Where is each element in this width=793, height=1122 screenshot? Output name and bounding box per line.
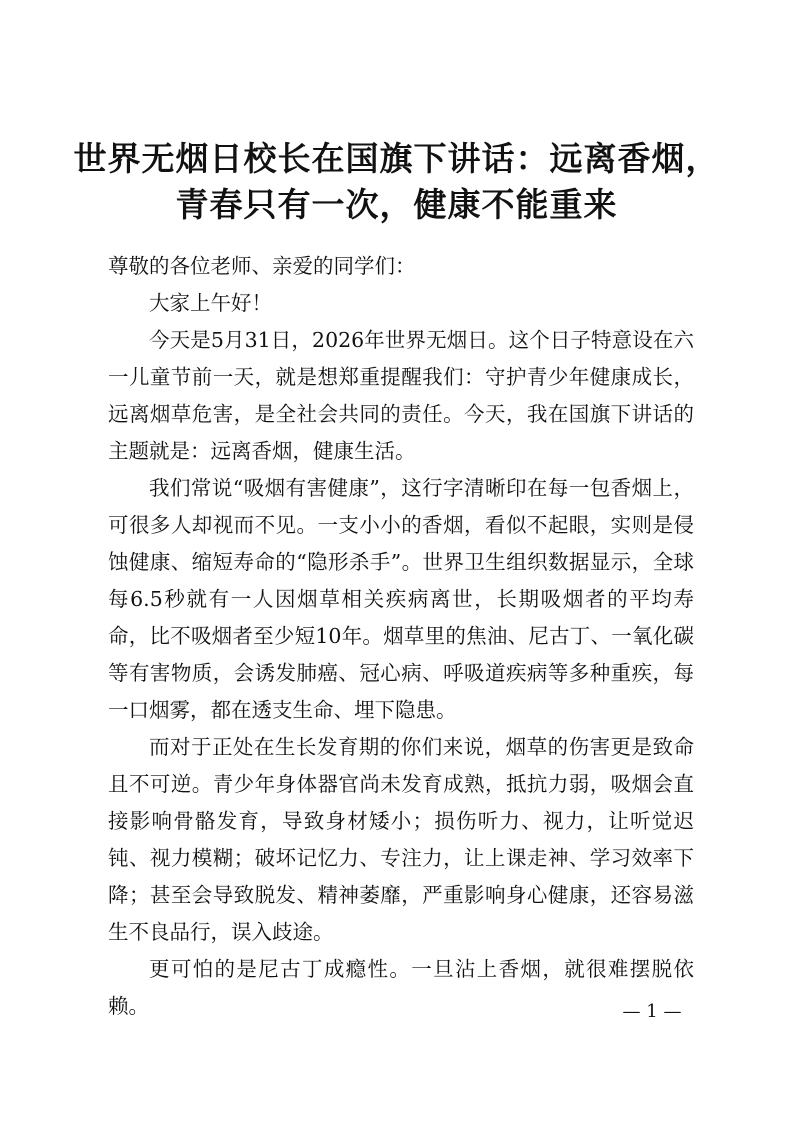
paragraph-intro: 今天是5月31日，2026年世界无烟日。这个日子特意设在六一儿童节前一天，就是想郑重提醒我们：守护青少年健康成长，远离烟草危害，是全社会共同的责任。今天，我在国旗下讲话的主题就是：远离香烟，健康生活。 (108, 328, 694, 463)
paragraph-greeting: 大家上午好！ (149, 291, 272, 315)
salutation: 尊敬的各位老师、亲爱的同学们： (108, 254, 416, 278)
page-number: — 1 — (622, 1001, 682, 1022)
document-body (108, 248, 694, 1025)
document-title (0, 136, 793, 228)
title-line-1: 世界无烟日校长在国旗下讲话：远离香烟， (73, 139, 720, 178)
title-line-2: 青春只有一次，健康不能重来 (175, 185, 618, 224)
paragraph-addiction: 更可怕的是尼古丁成瘾性。一旦沾上香烟，就很难摆脱依赖。 (108, 957, 694, 1018)
paragraph-youth: 而对于正处在生长发育期的你们来说，烟草的伤害更是致命且不可逆。青少年身体器官尚未发育成熟，抵抗力弱，吸烟会直接影响骨骼发育，导致身材矮小；损伤听力、视力，让听觉迟钝、视力模糊；破坏记忆力、专注力，让上课走神、学习效率下降；甚至会导致脱发、精神萎靡，严重影响身心健康，还容易滋生不良品行，误入歧途。 (108, 735, 694, 944)
paragraph-harm: 我们常说“吸烟有害健康”，这行字清晰印在每一包香烟上，可很多人却视而不见。一支小小的香烟，看似不起眼，实则是侵蚀健康、缩短寿命的“隐形杀手”。世界卫生组织数据显示，全球每6.5秒就有一人因烟草相关疾病离世，长期吸烟者的平均寿命，比不吸烟者至少短10年。烟草里的焦油、尼古丁、一氧化碳等有害物质，会诱发肺癌、冠心病、呼吸道疾病等多种重疾，每一口烟雾，都在透支生命、埋下隐患。 (108, 476, 694, 722)
